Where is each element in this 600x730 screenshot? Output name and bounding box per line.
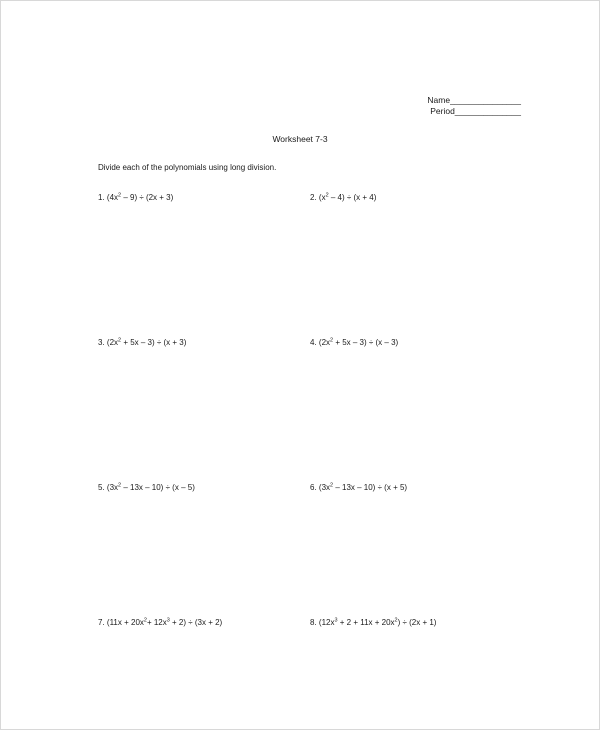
problem-expression: $(11x + 20x^2+ 12x^3 + 2) \div (3x + 2)$ <box>106 617 223 627</box>
problem-2 <box>310 193 376 202</box>
problem-number: 7. <box>98 618 107 627</box>
problem-number: 5. <box>98 483 107 492</box>
problem-8 <box>310 618 436 627</box>
name-field-line: Name_______________ <box>427 95 521 105</box>
exponent: 2 <box>394 617 398 624</box>
student-info-fields <box>401 95 521 116</box>
period-field-line: Period______________ <box>430 105 521 116</box>
problem-expression: $(3x^2 - 13x - 10) \div (x + 5)$ <box>318 482 408 492</box>
problem-7 <box>98 618 222 627</box>
problem-1 <box>98 193 173 202</box>
problem-number: 1. <box>98 193 107 202</box>
problem-4 <box>310 338 398 347</box>
instructions-text: Divide each of the polynomials using long division. <box>98 163 277 172</box>
problem-6 <box>310 483 407 492</box>
problem-number: 2. <box>310 193 319 202</box>
problem-expression: $(2x^2 + 5x - 3) \div (x - 3)$ <box>318 337 399 347</box>
exponent: 2 <box>118 482 122 489</box>
problem-number: 8. <box>310 618 319 627</box>
exponent: 3 <box>334 617 338 624</box>
problem-5 <box>98 483 195 492</box>
problem-expression: $(2x^2 + 5x - 3) \div (x + 3)$ <box>106 337 187 347</box>
problem-number: 4. <box>310 338 319 347</box>
exponent: 3 <box>166 617 170 624</box>
exponent: 2 <box>118 192 122 199</box>
exponent: 2 <box>118 337 122 344</box>
exponent: 2 <box>325 192 329 199</box>
problem-expression: $(12x^3 + 2 + 11x + 20x^2) \div (2x + 1)$ <box>318 617 437 627</box>
worksheet-title: Worksheet 7-3 <box>272 134 328 144</box>
problem-expression: $(4x^2 - 9) \div (2x + 3)$ <box>106 192 174 202</box>
problem-number: 6. <box>310 483 319 492</box>
problem-3 <box>98 338 186 347</box>
problem-expression: $(3x^2 - 13x - 10) \div (x - 5)$ <box>106 482 195 492</box>
problem-number: 3. <box>98 338 107 347</box>
exponent: 2 <box>330 482 334 489</box>
exponent: 2 <box>330 337 334 344</box>
exponent: 2 <box>143 617 147 624</box>
problem-expression: $(x^2 - 4) \div (x + 4)$ <box>318 192 377 202</box>
